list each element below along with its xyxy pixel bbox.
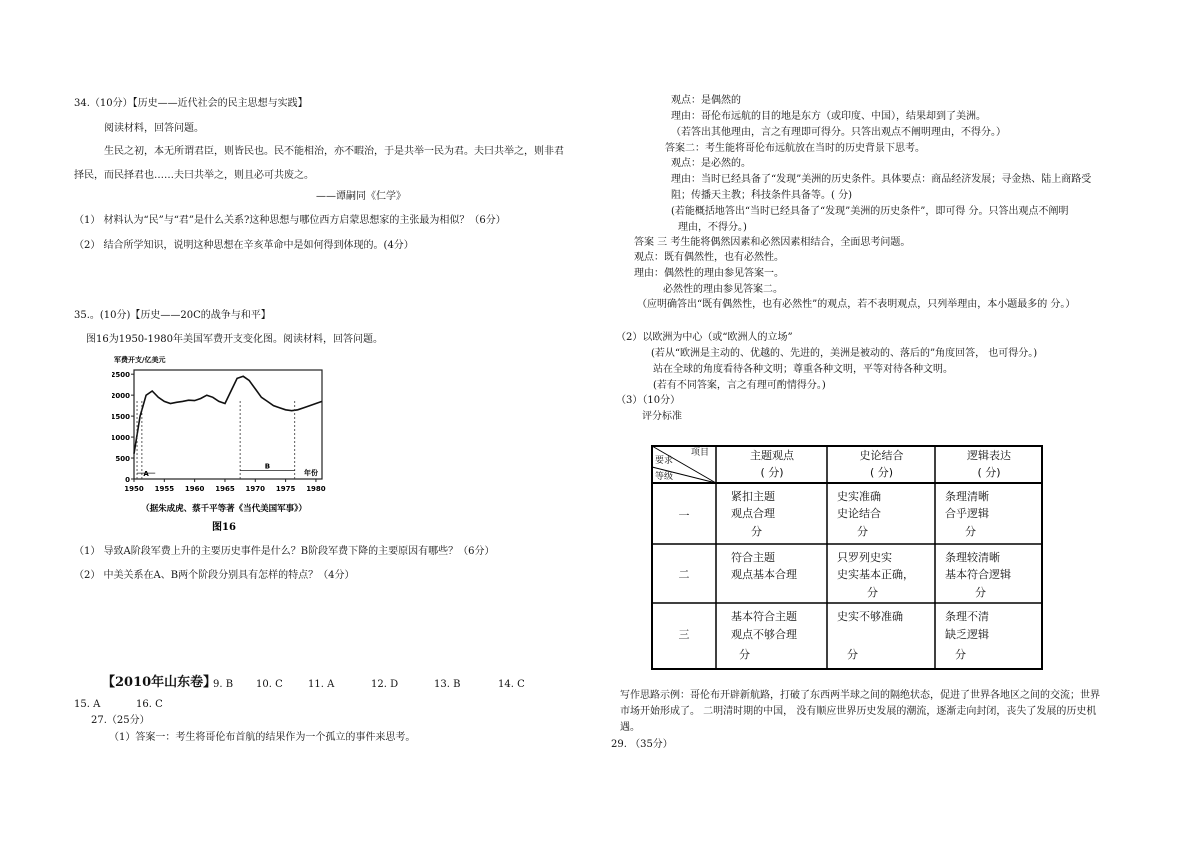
chart-source: （据朱成虎、蔡千平等著《当代美国军事》） (141, 504, 307, 514)
r-line-22: 市场开始形成了。 二明清时期的中国， 没有顺应世界历史发展的潮流，逐渐走向封闭，丧失了发展的历史机 (620, 706, 1097, 717)
r-line-6: 理由：当时已经具备了“发现”美洲的历史条件。具体要点：商品经济发展；寻金热、陆上商路受 (671, 174, 1092, 185)
x-tick-label: 1955 (154, 485, 175, 493)
r-line-13: 必然性的理由参见答案二。 (663, 284, 783, 295)
r-line-10: 答案 三 考生能将偶然因素和必然因素相结合，全面思考问题。 (634, 237, 911, 248)
r2-c1-l1: 符合主题 (731, 551, 775, 564)
segment-b-label: B (264, 462, 271, 471)
r-line-16: (若从“欧洲是主动的、优越的、先进的，美洲是被动的、落后的”角度回答， 也可得分。) (651, 348, 1038, 359)
r1-c1-l2: 观点合理 (731, 507, 775, 520)
q35-subquestion-2: （2） 中美关系在A、B两个阶段分别具有怎样的特点？（4分） (74, 570, 355, 581)
r3-c1-l3: 分 (739, 648, 750, 661)
r-line-14: （应明确答出“既有偶然性，也有必然性”的观点，若不表明观点，只列举理由，本小题最多的 分。） (637, 299, 1076, 310)
header-logic-score: ( 分) (977, 466, 1001, 479)
x-tick-label: 1980 (306, 485, 326, 493)
r1-c2-l2: 史论结合 (837, 507, 881, 520)
q34-subquestion-1: （1） 材料认为“民”与“君”是什么关系?这种思想与哪位西方启蒙思想家的主张最为相似？（6分） (74, 215, 506, 226)
military-spending-chart (112, 352, 337, 536)
r1-c2-l1: 史实准确 (837, 490, 881, 503)
header-logic: 逻辑表达 (967, 449, 1011, 462)
table-corner-item: 项目 (691, 448, 710, 458)
r-line-12: 理由：偶然性的理由参见答案一。 (634, 268, 784, 279)
r3-c3-l2: 缺乏逻辑 (945, 628, 989, 641)
x-tick-label: 1960 (184, 485, 205, 493)
answer-13: 13. B (434, 679, 461, 690)
r1-c3-l1: 条理清晰 (945, 490, 989, 503)
chart-frame (134, 370, 322, 479)
shandong-2010-label: 【2010年山东卷】 (102, 675, 217, 690)
r-line-11: 观点：既有偶然性，也有必然性。 (634, 252, 784, 263)
r3-c3-l3: 分 (955, 648, 966, 661)
y-axis-label: 军费开支/亿美元 (114, 356, 166, 364)
r2-c3-l3: 分 (975, 586, 986, 599)
chart-svg (112, 352, 337, 536)
q34-quote-line1: 生民之初，本无所谓君臣，则皆民也。民不能相治，亦不暇治，于是共举一民为君。夫曰共举之，则非君 (104, 146, 564, 157)
r1-c1-l3: 分 (751, 525, 762, 538)
scoring-table (651, 445, 1043, 670)
q34-quote-line2: 择民，而民择君也……夫曰共举之，则且必可共废之。 (74, 170, 314, 181)
answer-12: 12. D (371, 679, 399, 690)
r-line-21: 写作思路示例：哥伦布开辟新航路，打破了东西两半球之间的隔绝状态，促进了世界各地区之间的交流；世界 (620, 690, 1100, 701)
level-1: 一 (678, 509, 690, 522)
r3-c2-l3: 分 (847, 648, 858, 661)
r1-c3-l2: 合乎逻辑 (945, 507, 989, 520)
r3-c2-l1: 史实不够准确 (837, 610, 903, 623)
r-line-17: 站在全球的角度看待各种文明；尊重各种文明，平等对待各种文明。 (653, 364, 953, 375)
r-line-3: （若答出其他理由，言之有理即可得分。只答出观点不阐明理由，不得分。） (671, 127, 1006, 138)
r-line-9: 理由，不得分。) (678, 222, 747, 233)
r2-c2-l1: 只罗列史实 (837, 551, 892, 564)
r2-c2-l2: 史实基本正确， (837, 568, 914, 581)
x-tick-label: 1965 (215, 485, 235, 493)
y-tick-label: 2000 (112, 392, 130, 401)
header-theme: 主题观点 (750, 449, 794, 462)
r-line-8: (若能概括地答出“当时已经具备了“发现”美洲的历史条件”，即可得 分。只答出观点不阐明 (671, 206, 1069, 217)
r-line-7: 阻；传播天主教；科技条件具备等。( 分) (671, 190, 852, 201)
r2-c1-l2: 观点基本合理 (731, 568, 797, 581)
r2-c3-l1: 条理较清晰 (945, 551, 1000, 564)
header-theme-score: ( 分) (760, 466, 784, 479)
r1-c2-l3: 分 (857, 525, 868, 538)
answer-9: 9. B (213, 679, 234, 690)
y-tick-label: 1500 (112, 413, 130, 422)
q34-source: ——谭嗣同《仁学》 (316, 191, 406, 202)
header-history: 史论结合 (859, 449, 904, 462)
r2-c3-l2: 基本符合逻辑 (945, 568, 1011, 581)
x-tick-label: 1975 (275, 485, 296, 493)
header-history-score: ( 分) (869, 466, 894, 479)
r-line-2: 理由：哥伦布远航的目的地是东方（或印度、中国），结果却到了美洲。 (671, 111, 986, 122)
y-tick-label: 0 (125, 476, 130, 484)
q34-subquestion-2: （2） 结合所学知识，说明这种思想在辛亥革命中是如何得到体现的。(4分） (74, 240, 414, 251)
q34-instruction: 阅读材料，回答问题。 (104, 123, 204, 134)
r1-c3-l3: 分 (965, 525, 976, 538)
r-line-24: 29. （35分） (611, 739, 673, 750)
chart-title: 图16 (212, 522, 236, 533)
r-line-23: 遇。 (620, 722, 640, 733)
y-tick-label: 500 (115, 455, 130, 464)
r-line-5: 观点：是必然的。 (671, 158, 751, 169)
y-tick-label: 1000 (112, 434, 130, 443)
x-tick-label: 1950 (124, 485, 144, 493)
answer-15: 15. A (74, 699, 101, 710)
r3-c1-l2: 观点不够合理 (731, 628, 797, 641)
answer-14: 14. C (498, 679, 525, 690)
q34-title: 34.（10分）【历史——近代社会的民主思想与实践】 (74, 98, 308, 109)
r3-c1-l1: 基本符合主题 (731, 610, 797, 623)
r1-c1-l1: 紧扣主题 (731, 490, 775, 503)
q35-subquestion-1: （1） 导致A阶段军费上升的主要历史事件是什么？B阶段军费下降的主要原因有哪些？（6分） (74, 546, 495, 557)
r-line-20: 评分标准 (642, 411, 682, 422)
answer-10: 10. C (256, 679, 283, 690)
x-axis-label: 年份 (304, 469, 318, 477)
x-tick-label: 1970 (245, 485, 266, 493)
r-line-1: 观点：是偶然的 (671, 95, 741, 106)
y-tick-label: 2500 (112, 371, 130, 380)
r-line-19: （3）（10分） (616, 395, 681, 406)
q35-instruction: 图16为1950-1980年美国军费开支变化图。阅读材料，回答问题。 (86, 334, 384, 345)
spending-line (134, 376, 322, 454)
r3-c3-l1: 条理不清 (945, 610, 989, 623)
level-2: 二 (678, 568, 690, 581)
segment-a-label: A (143, 470, 149, 479)
q27-title: 27.（25分） (91, 715, 150, 726)
table-corner-requirement: 要求 (655, 456, 674, 466)
r-line-15: （2）以欧洲为中心（或“欧洲人的立场” (616, 332, 793, 343)
q35-title: 35.。(10分)【历史——20C的战争与和平】 (74, 310, 271, 321)
r-line-4: 答案二：考生能将哥伦布远航放在当时的历史背景下思考。 (665, 143, 925, 154)
answer-16: 16. C (136, 699, 163, 710)
r-line-18: (若有不同答案，言之有理可酌情得分。) (653, 380, 826, 391)
level-3: 三 (678, 628, 690, 641)
table-corner-level: 等级 (655, 472, 674, 482)
r2-c2-l3: 分 (867, 586, 878, 599)
answer-11: 11. A (308, 679, 335, 690)
q27-answer-1: （1）答案一：考生将哥伦布首航的结果作为一个孤立的事件来思考。 (109, 732, 416, 743)
